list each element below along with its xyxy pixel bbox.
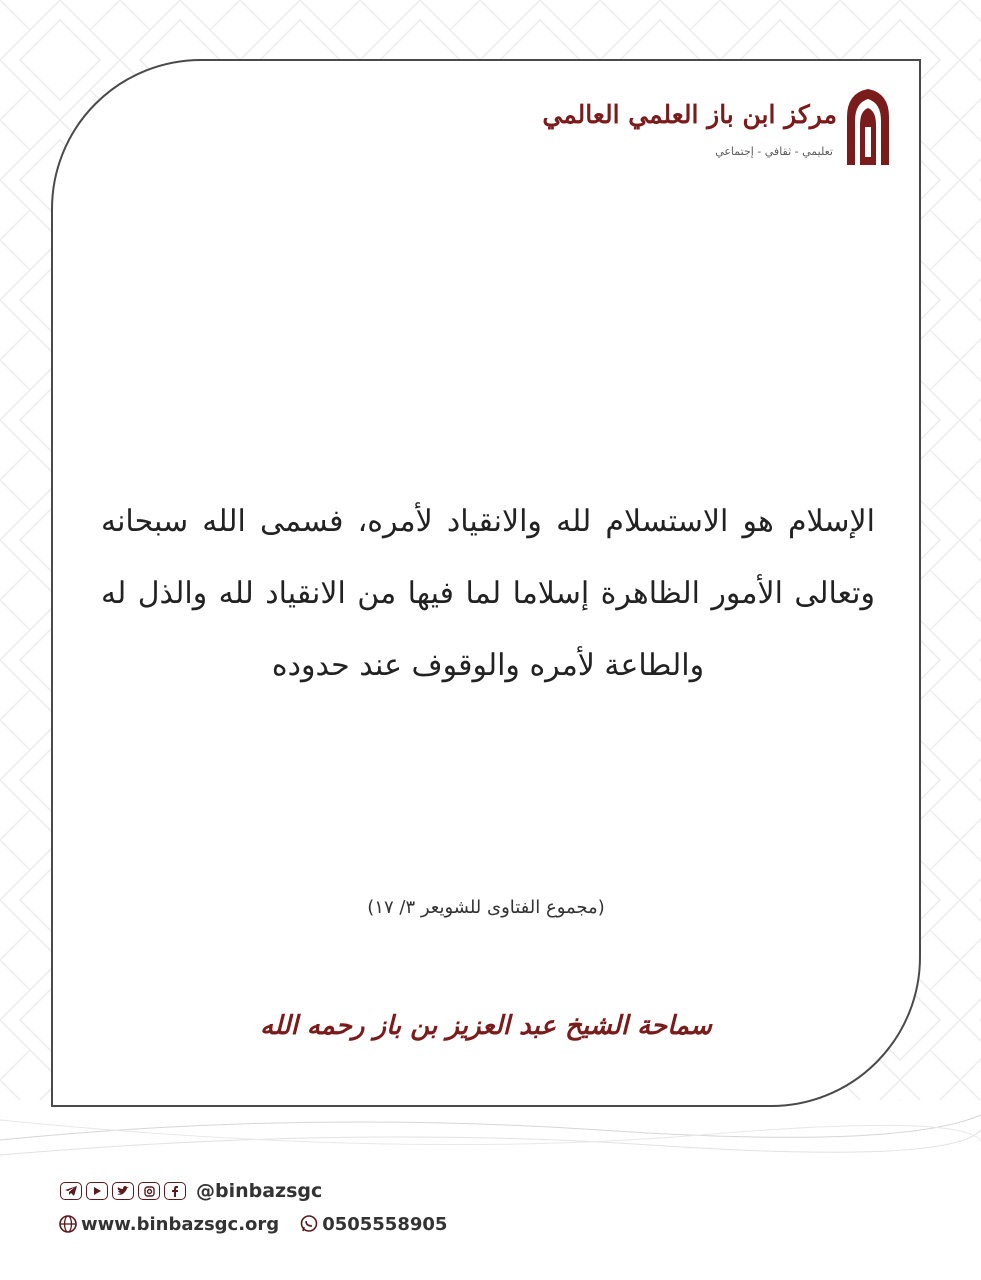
- globe-icon: [58, 1214, 78, 1234]
- quote-card: [51, 59, 921, 1107]
- facebook-icon[interactable]: [164, 1182, 186, 1200]
- youtube-icon[interactable]: [86, 1182, 108, 1200]
- quote-text: الإسلام هو الاستسلام لله والانقياد لأمره، فسمى الله سبحانه وتعالى الأمور الظاهرة إسلاما لما فيها من الانقياد لله والذل له والطاعة لأمره والوقوف عند حدوده: [101, 504, 875, 683]
- social-bar: [60, 1178, 322, 1204]
- quote-source: (مجموع الفتاوى للشويعر ٣/ ١٧): [367, 897, 605, 918]
- phone-number[interactable]: 0505558905: [322, 1213, 448, 1235]
- mosque-arch-icon: [843, 87, 893, 167]
- logo-title: مركز ابن باز العلمي العالمي: [542, 100, 837, 129]
- website-link[interactable]: www.binbazsgc.org: [81, 1213, 280, 1235]
- telegram-icon[interactable]: [60, 1182, 82, 1200]
- instagram-icon[interactable]: [138, 1182, 160, 1200]
- contact-bar: [58, 1210, 447, 1238]
- center-logo: [542, 87, 893, 177]
- signature-calligraphy: سماحة الشيخ عبد العزيز بن باز رحمه الله: [260, 1011, 712, 1041]
- social-handle[interactable]: @binbazsgc: [196, 1180, 323, 1202]
- footer-wave-lines: [0, 1100, 981, 1170]
- twitter-icon[interactable]: [112, 1182, 134, 1200]
- whatsapp-icon: [299, 1214, 319, 1234]
- phone-contact[interactable]: [299, 1214, 447, 1235]
- logo-subtitle: تعليمي - ثقافي - إجتماعي: [715, 145, 833, 158]
